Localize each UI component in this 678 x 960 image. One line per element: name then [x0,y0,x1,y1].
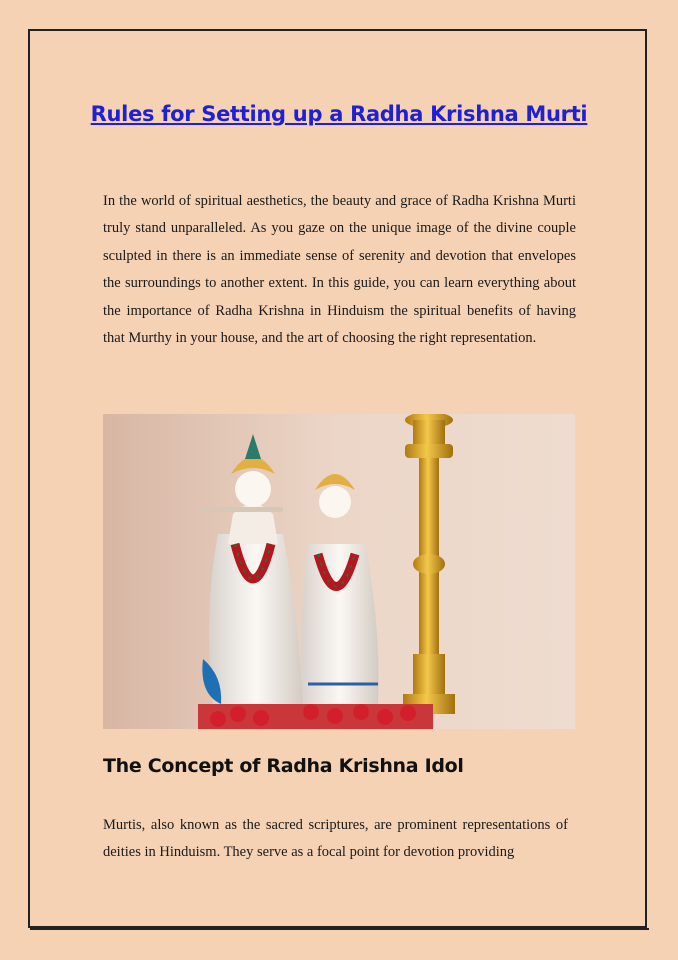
section-paragraph: Murtis, also known as the sacred scriptures, are prominent representations of deities in Hinduism. They serve as a focal point for devotion providing [103,817,568,861]
document-title[interactable]: Rules for Setting up a Radha Krishna Murti [90,102,588,126]
intro-paragraph: In the world of spiritual aesthetics, the beauty and grace of Radha Krishna Murti truly stand unparalleled. As you gaze on the unique image of the divine couple sculpted in there is an immediate sense of serenity and devotion that envelopes the surroundings to another extent. In this guide, you can learn everything about the importance of Radha Krishna in Hinduism the spiritual benefits of having that Murthy in your house, and the art of choosing the right representation. [103,193,576,347]
section-heading: The Concept of Radha Krishna Idol [103,755,464,777]
radha-krishna-murti-photo [103,414,575,729]
